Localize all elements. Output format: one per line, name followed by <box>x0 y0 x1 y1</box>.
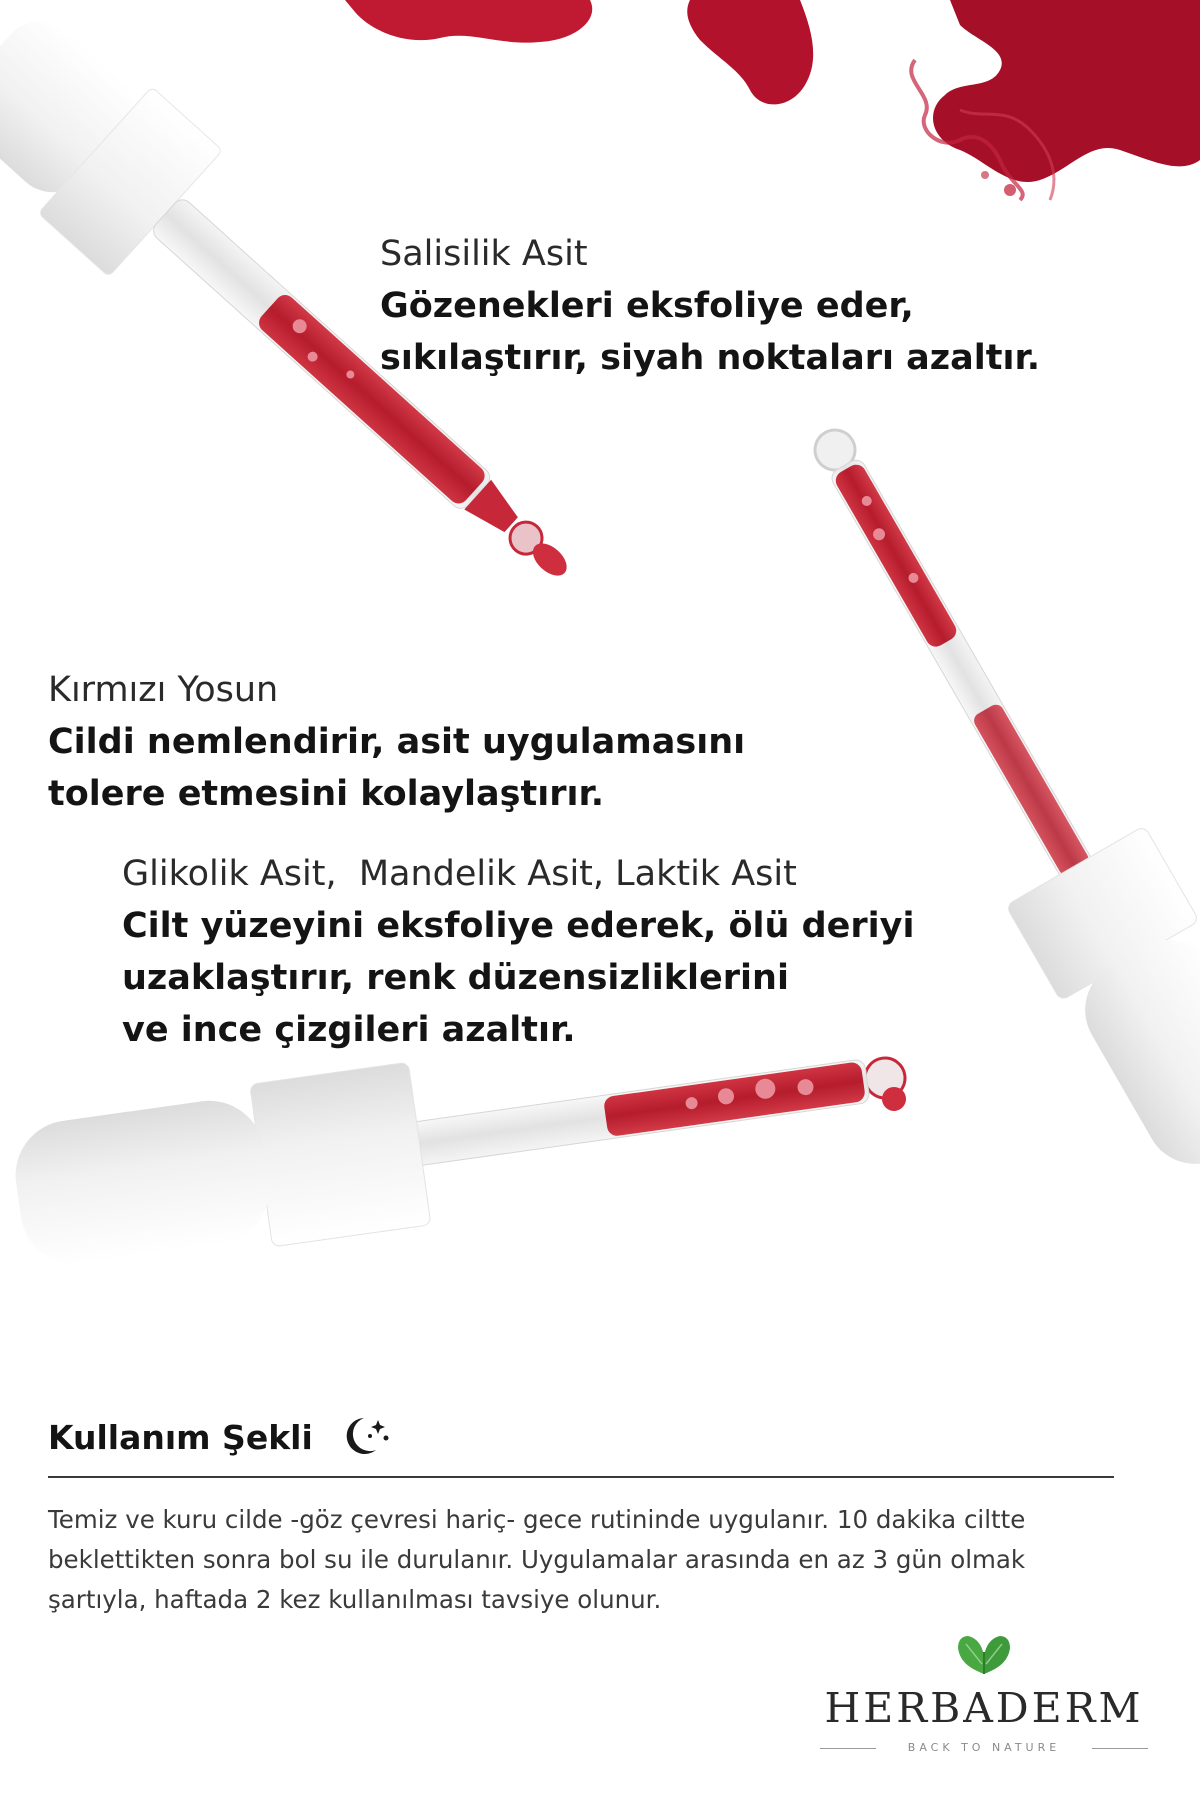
moon-stars-icon <box>338 1412 392 1462</box>
ingredient-label: Salisilik Asit <box>380 234 588 274</box>
ingredient-aha-acids <box>122 848 915 1056</box>
brand-name: HERBADERM <box>824 1684 1144 1732</box>
usage-instructions <box>48 1500 1138 1620</box>
brand-logo <box>816 1630 1152 1780</box>
ingredient-description <box>122 900 915 1056</box>
usage-line: Temiz ve kuru cilde -göz çevresi hariç- gece rutininde uygulanır. 10 dakika ciltte <box>48 1505 1026 1534</box>
ingredient-description <box>48 716 745 820</box>
ingredient-desc-line: Cilt yüzeyini eksfoliye ederek, ölü deriyi <box>122 906 915 946</box>
ingredient-desc-line: sıkılaştırır, siyah noktaları azaltır. <box>380 338 1041 378</box>
ingredient-label: Kırmızı Yosun <box>48 670 279 710</box>
brand-tagline-row <box>816 1738 1152 1758</box>
ingredient-desc-line: uzaklaştırır, renk düzensizliklerini <box>122 958 789 998</box>
ingredient-desc-line: tolere etmesini kolaylaştırır. <box>48 774 605 814</box>
ingredient-red-algae <box>48 664 745 820</box>
ingredient-description <box>380 280 1040 384</box>
usage-divider <box>48 1476 1114 1478</box>
ingredient-label: Glikolik Asit, Mandelik Asit, Laktik Asit <box>122 854 797 894</box>
ingredient-desc-line: ve ince çizgileri azaltır. <box>122 1010 576 1050</box>
tagline-rule-right <box>1092 1748 1148 1749</box>
ingredient-desc-line: Cildi nemlendirir, asit uygulamasını <box>48 722 746 762</box>
brand-tagline: BACK TO NATURE <box>907 1741 1061 1754</box>
usage-line: şartıyla, haftada 2 kez kullanılması tavsiye olunur. <box>48 1585 662 1614</box>
ingredient-salicylic <box>380 228 1040 384</box>
leaf-icon <box>954 1630 1014 1678</box>
usage-title: Kullanım Şekli <box>48 1418 313 1457</box>
ingredient-desc-line: Gözenekleri eksfoliye eder, <box>380 286 914 326</box>
red-ink-cloud <box>345 0 1200 200</box>
usage-line: beklettikten sonra bol su ile durulanır. Uygulamalar arasında en az 3 gün olmak <box>48 1545 1026 1574</box>
